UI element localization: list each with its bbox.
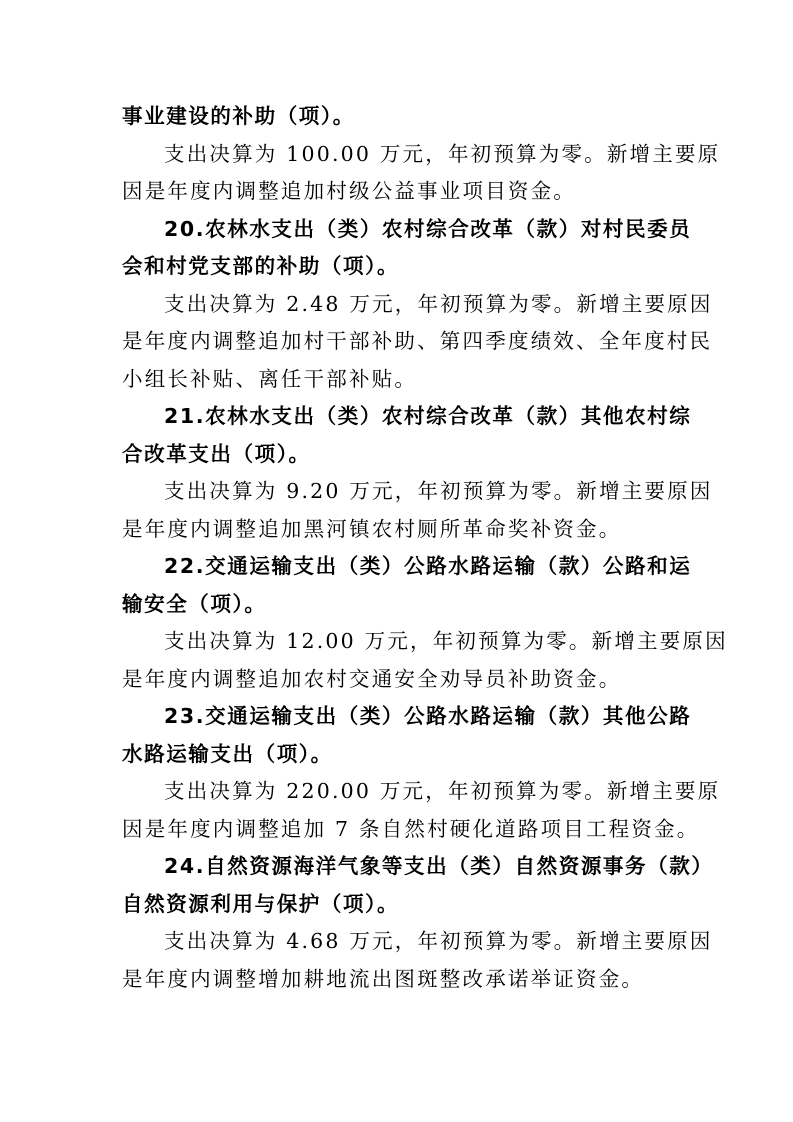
paragraph-line: 支出决算为 9.20 万元，年初预算为零。新增主要原因 bbox=[164, 479, 713, 503]
section-heading-line: 24.自然资源海洋气象等支出（类）自然资源事务（款） bbox=[164, 854, 714, 878]
section-heading-line: 自然资源利用与保护（项）。 bbox=[122, 891, 400, 916]
section-heading-line: 输安全（项）。 bbox=[122, 591, 267, 616]
paragraph-line: 因是年度内调整追加村级公益事业项目资金。 bbox=[122, 179, 576, 203]
paragraph-line: 因是年度内调整追加 7 条自然村硬化道路项目工程资金。 bbox=[122, 816, 700, 841]
paragraph-line: 是年度内调整追加村干部补助、第四季度绩效、全年度村民 bbox=[122, 329, 713, 353]
section-heading-line: 合改革支出（项）。 bbox=[122, 441, 311, 466]
section-heading-line: 23.交通运输支出（类）公路水路运输（款）其他公路 bbox=[164, 704, 692, 728]
document-body bbox=[122, 98, 728, 998]
section-heading-line: 会和村党支部的补助（项）。 bbox=[122, 254, 400, 278]
section-heading-line: 20.农林水支出（类）农村综合改革（款）对村民委员 bbox=[164, 216, 692, 241]
paragraph-line: 支出决算为 4.68 万元，年初预算为零。新增主要原因 bbox=[164, 929, 713, 953]
paragraph-line: 支出决算为 2.48 万元，年初预算为零。新增主要原因 bbox=[164, 291, 713, 316]
paragraph-line: 是年度内调整追加农村交通安全劝导员补助资金。 bbox=[122, 666, 622, 691]
paragraph-line: 支出决算为 100.00 万元，年初预算为零。新增主要原 bbox=[164, 141, 721, 166]
paragraph-line: 支出决算为 220.00 万元，年初预算为零。新增主要原 bbox=[164, 779, 721, 803]
paragraph-line: 是年度内调整追加黑河镇农村厕所革命奖补资金。 bbox=[122, 516, 622, 541]
section-heading-line: 22.交通运输支出（类）公路水路运输（款）公路和运 bbox=[164, 554, 692, 578]
paragraph-line: 小组长补贴、离任干部补贴。 bbox=[122, 366, 418, 391]
section-heading-line: 水路运输支出（项）。 bbox=[122, 741, 333, 766]
paragraph-line: 是年度内调整增加耕地流出图斑整改承诺举证资金。 bbox=[122, 966, 645, 991]
section-heading-line: 21.农林水支出（类）农村综合改革（款）其他农村综 bbox=[164, 404, 692, 428]
section-heading-line: 事业建设的补助（项）。 bbox=[122, 104, 355, 128]
paragraph-line: 支出决算为 12.00 万元，年初预算为零。新增主要原因 bbox=[164, 629, 728, 653]
